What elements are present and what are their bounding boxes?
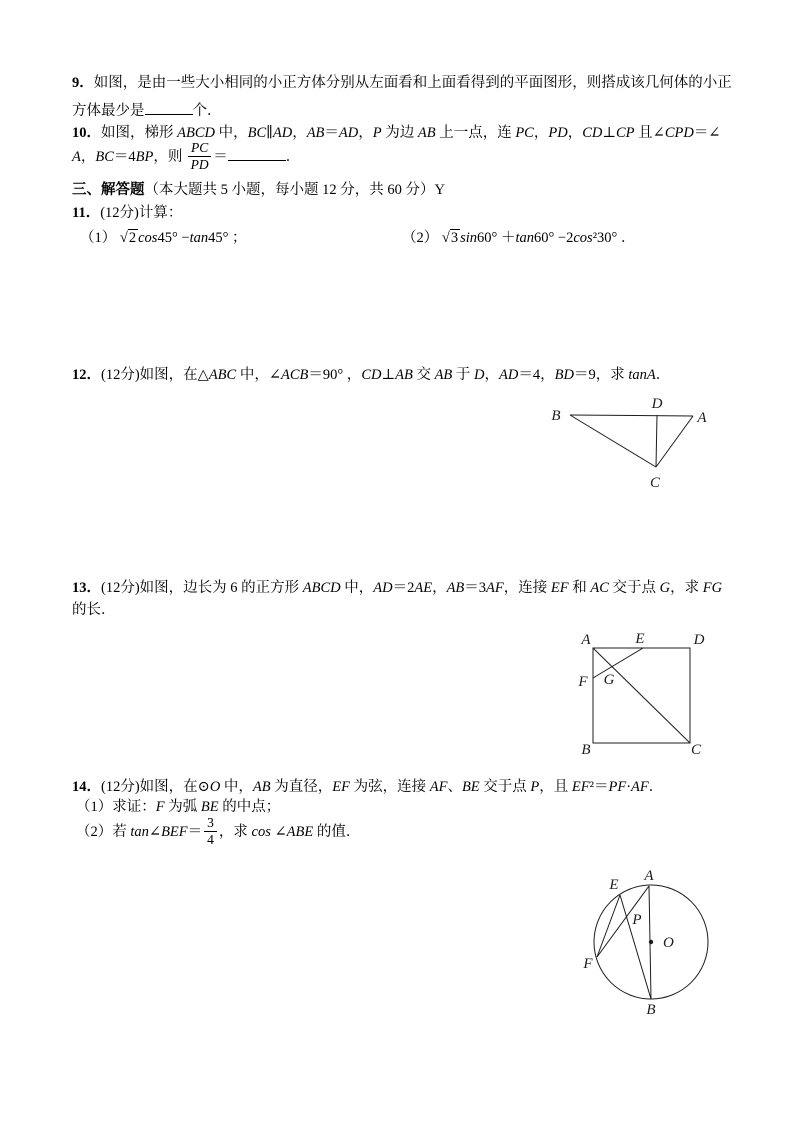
fraction [204,816,217,847]
question-14-part-2 [76,816,360,848]
circle-label-P: P [632,912,642,928]
text-segment: (12分)如图，在⊙ [101,779,210,795]
answer-blank [228,145,286,161]
text-segment: 中，∠ [236,367,281,383]
text-segment: cos [138,230,158,246]
text-segment: ⊥ [602,125,616,141]
question-9-line-1 [72,74,732,93]
text-segment: PF [608,779,627,795]
square-label-B: B [581,742,591,758]
text-segment: ， [484,367,500,383]
text-segment: 45° [208,230,233,246]
circle-label-E: E [609,877,619,893]
text-segment: ²30° [592,230,621,246]
text-segment: AB [395,367,413,383]
question-9-line-2 [72,99,222,121]
question-14-part-1 [76,798,280,817]
text-segment: ＝ [187,824,203,840]
text-segment: AB [446,580,465,596]
text-segment: PD [548,125,568,141]
text-segment: ＝4 [113,149,136,165]
text-segment: AB [306,125,325,141]
triangle-altitude-DC [656,415,657,467]
circle-label-F: F [583,956,593,972]
square-root [442,229,460,246]
text-segment: ， [533,125,549,141]
square-label-E: E [635,631,645,647]
text-segment: ABC [208,367,237,383]
text-segment: ＋ [500,230,516,246]
triangle-edge-BC [570,415,656,467]
text-segment: AD [272,125,293,141]
square-label-F: F [578,674,588,690]
text-segment: (12分)如图，在△ [101,367,209,383]
text-segment: 和 [568,580,591,596]
text-segment: 交 [412,367,435,383]
text-segment: −2 [557,230,574,246]
triangle-edge-BA [570,415,693,416]
text-segment: tan [515,230,534,246]
text-segment: AD [373,580,393,596]
text-segment: P [530,779,540,795]
text-segment: 中， [220,779,253,795]
question-13-line-2 [72,601,116,620]
text-segment: EF [332,779,350,795]
text-segment: ABE [286,824,314,840]
square-root [120,229,138,246]
text-segment: ． [620,230,636,246]
text-segment: 11． [72,205,101,221]
text-segment: ， [358,125,373,141]
text-segment: 的值． [313,824,361,840]
circle-label-O: O [663,935,674,951]
text-segment: EF [550,580,569,596]
question-13-line-1 [72,579,722,598]
text-segment: O [209,779,221,795]
fraction [188,141,211,172]
text-segment: 于 [452,367,475,383]
answer-blank [145,99,193,115]
triangle-label-B: B [551,408,561,424]
text-segment: （1）求证： [76,799,156,815]
text-segment: 且∠ [634,125,665,141]
text-segment: sin [460,230,478,246]
text-segment: CD [361,367,382,383]
text-segment: 如图，是由一些大小相同的小正方体分别从左面看和上面看得到的平面图形，则搭成该几何体的小正 [93,75,732,91]
circle-diagram [577,866,727,1019]
question-10-line-2 [72,141,300,173]
text-segment: ． [648,779,664,795]
text-segment: BE [461,779,480,795]
text-segment: ＝4， [518,367,555,383]
triangle-label-A: A [697,410,707,426]
text-segment: AB [417,125,436,141]
circle-center-dot [649,940,653,944]
text-segment: ABCD [302,580,341,596]
text-segment: 14． [72,779,101,795]
text-segment: 交于点 [608,580,660,596]
text-segment: AD [338,125,359,141]
text-segment: ，求 [670,580,703,596]
text-segment: 10． [72,125,101,141]
circle-label-A: A [644,868,654,884]
text-segment: CD [582,125,603,141]
text-segment: 12． [72,367,101,383]
text-segment: ACB [280,367,309,383]
text-segment: AF [486,580,504,596]
text-segment: cos [251,824,271,840]
square-diagram [570,628,720,763]
text-segment: P [372,125,382,141]
text-segment: ＝∠ [693,125,721,141]
text-segment: ，则 [153,149,186,165]
text-segment: （1） [80,230,120,246]
triangle-label-D: D [651,396,663,412]
fraction-denominator: 4 [207,832,214,848]
text-segment: ； [232,230,247,246]
triangle-edge-AC [656,416,693,467]
text-segment: cos [573,230,593,246]
text-segment: ²＝ [589,779,609,795]
question-11-line [72,204,182,223]
section-3-heading [72,181,445,200]
triangle-diagram [550,392,715,497]
text-segment: BD [554,367,574,383]
text-segment: ， [432,580,447,596]
radical-sign: √ [441,230,450,246]
square-label-D: D [693,632,705,648]
text-segment: 9． [72,75,94,91]
text-segment: 为弧 [164,799,201,815]
text-segment: （2） [402,230,442,246]
circle-label-B: B [646,1002,656,1018]
text-segment: 为弦，连接 [349,779,430,795]
fraction-numerator: PC [188,141,211,157]
text-segment: ， [567,125,583,141]
text-segment: tanA [628,367,656,383]
text-segment: ＝ [324,125,339,141]
text-segment: ． [655,367,671,383]
square-label-C: C [690,742,702,758]
square-label-A: A [581,632,591,648]
text-segment: 60° [533,230,558,246]
text-segment: 、 [447,779,462,795]
text-segment: 三、解答题 [72,182,145,198]
question-12-line [72,366,670,385]
question-14-line-1 [72,778,663,797]
text-segment: D [474,367,485,383]
text-segment: ∠ [270,824,287,840]
text-segment: AB [434,367,453,383]
text-segment: BP [135,149,154,165]
text-segment: AB [252,779,271,795]
text-segment: ⊥ [381,367,396,383]
text-segment: 为直径， [270,779,333,795]
text-segment: ， [80,149,96,165]
text-segment: − [181,230,190,246]
text-segment: EF [571,779,590,795]
text-segment: F [155,799,165,815]
text-segment: 如图，梯形 [101,125,178,141]
text-segment: AD [499,367,519,383]
text-segment: 60° [477,230,501,246]
text-segment: AE [414,580,433,596]
text-segment: A [72,149,81,165]
circle-chord-BE [620,895,651,999]
text-segment: 的长． [72,602,116,618]
square-diagonal-AC [593,648,690,743]
square-segment-EF [593,648,643,678]
text-segment: ． [285,149,301,165]
text-segment: tan [189,230,209,246]
square-label-G: G [603,672,615,688]
text-segment: 的中点； [218,799,281,815]
text-segment: 中， [340,580,374,596]
text-segment: ＝3 [464,580,487,596]
text-segment: FG [702,580,723,596]
text-segment: ，且 [539,779,572,795]
text-segment: 方体最少是 [72,103,145,119]
triangle-label-C: C [649,475,661,491]
text-segment: (12分)计算： [100,205,183,221]
text-segment: AF [429,779,448,795]
text-segment: ∠ [148,824,162,840]
text-segment: ＝90° ， [308,367,362,383]
text-segment: CP [616,125,635,141]
question-11-part-1 [80,229,247,248]
text-segment: 中， [214,125,248,141]
text-segment: （本大题共 5 小题，每小题 12 分，共 60 分）Y [144,182,445,198]
text-segment: CPD [664,125,694,141]
text-segment: AF [631,779,649,795]
fraction-denominator: PD [190,157,209,173]
radicand: 3 [450,230,459,246]
text-segment: BC [95,149,114,165]
text-segment: ＝9，求 [573,367,629,383]
text-segment: AC [590,580,609,596]
text-segment: ＝2 [392,580,415,596]
text-segment: 交于点 [479,779,531,795]
text-segment: 13． [72,580,101,596]
text-segment: 上一点，连 [435,125,516,141]
text-segment: ABCD [177,125,215,141]
question-11-part-2 [402,229,635,248]
text-segment: BE [200,799,219,815]
text-segment: ，求 [218,824,252,840]
text-segment: · [626,779,632,795]
text-segment: 为边 [381,125,418,141]
text-segment: G [659,580,671,596]
text-segment: PC [515,125,534,141]
text-segment: tan [130,824,149,840]
text-segment: ＝ [213,149,228,165]
text-segment: ， [292,125,307,141]
text-segment: （2）若 [76,824,131,840]
text-segment: ∥ [266,125,273,141]
text-segment: BC [247,125,267,141]
text-segment: 45° [157,230,182,246]
radicand: 2 [128,230,137,246]
fraction-numerator: 3 [204,816,217,832]
text-segment: (12分)如图，边长为 6 的正方形 [101,580,303,596]
text-segment: BEF [161,824,188,840]
text-segment: 个． [192,103,222,119]
text-segment: ，连接 [503,580,551,596]
radical-sign: √ [119,230,128,246]
